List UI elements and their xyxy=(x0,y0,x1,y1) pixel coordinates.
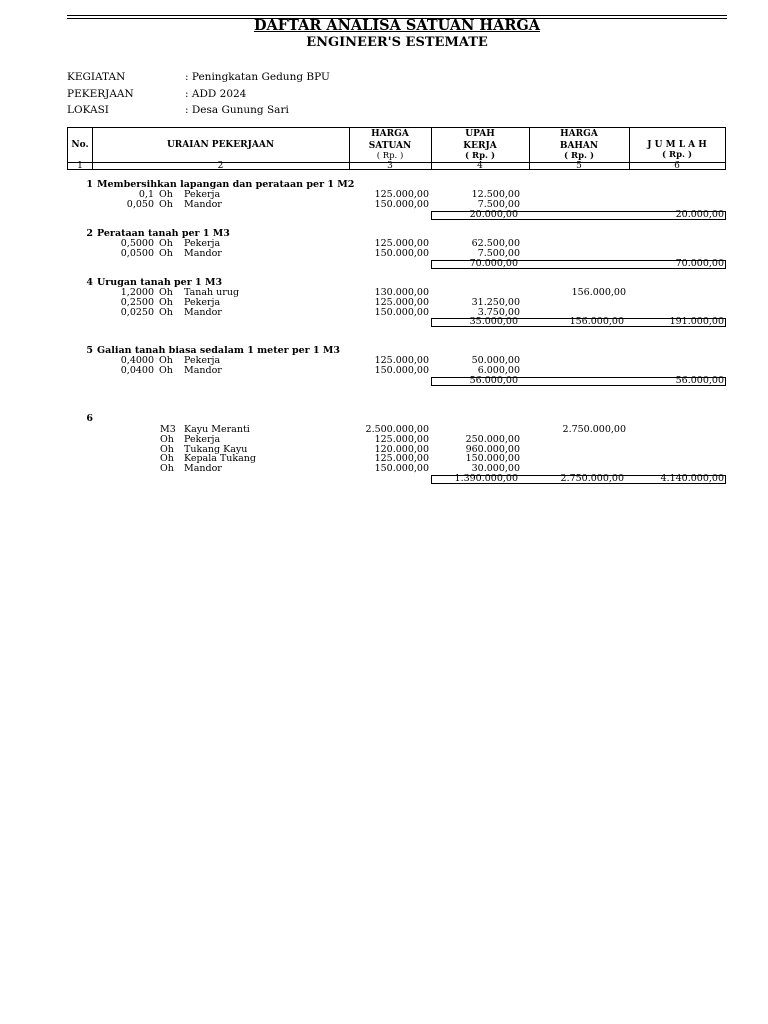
row-unit-price: 120.000,00 xyxy=(374,443,429,455)
row-unit: Oh xyxy=(159,355,173,366)
pekerjaan-label: PEKERJAAN xyxy=(67,88,134,100)
total-jumlah: 4.140.000,00 xyxy=(660,473,724,484)
item-number: 5 xyxy=(86,345,93,356)
row-name: Kepala Tukang xyxy=(184,453,257,465)
row-name: Tanah urug xyxy=(184,287,240,298)
total-jumlah: 56.000,00 xyxy=(675,374,724,386)
row-coefficient: 1,2000 xyxy=(120,287,154,298)
item-total-box xyxy=(431,257,726,269)
row-coefficient: 0,2500 xyxy=(120,296,154,308)
item-total-box xyxy=(431,208,726,220)
row-unit: Oh xyxy=(159,198,173,210)
row-upah: 7.500,00 xyxy=(477,247,520,259)
row-name: Mandor xyxy=(184,306,222,318)
total-bahan: 2.750.000,00 xyxy=(560,473,624,484)
row-unit-price: 150.000,00 xyxy=(374,198,429,210)
item-number: 4 xyxy=(86,277,93,288)
lokasi-value: : Desa Gunung Sari xyxy=(185,104,289,116)
header-jumlah: J U M L A H ( Rp. ) xyxy=(647,140,707,160)
total-upah: 20.000,00 xyxy=(469,208,518,220)
row-name: Mandor xyxy=(184,364,222,376)
row-unit-price: 2.500.000,00 xyxy=(365,424,429,435)
row-unit: Oh xyxy=(160,453,174,465)
total-upah: 56.000,00 xyxy=(469,374,518,386)
row-name: Pekerja xyxy=(184,296,221,308)
row-coefficient: 0,4000 xyxy=(120,355,154,366)
lokasi-label: LOKASI xyxy=(67,104,109,116)
row-unit-price: 125.000,00 xyxy=(374,433,429,445)
row-unit-price: 150.000,00 xyxy=(374,247,429,259)
row-name: Mandor xyxy=(184,463,222,475)
row-unit-price: 125.000,00 xyxy=(374,238,429,249)
row-upah: 3.750,00 xyxy=(477,306,520,318)
row-coefficient: 0,050 xyxy=(126,198,154,210)
row-name: Pekerja xyxy=(184,433,221,445)
header-upah-kerja: UPAH KERJA ( Rp. ) xyxy=(463,129,497,161)
row-coefficient: 0,0400 xyxy=(120,364,154,376)
item-title: Perataan tanah per 1 M3 xyxy=(97,228,230,239)
row-unit: Oh xyxy=(159,306,173,318)
row-name: Kayu Meranti xyxy=(184,424,250,435)
total-jumlah: 70.000,00 xyxy=(675,257,724,269)
row-unit-price: 130.000,00 xyxy=(374,287,429,298)
row-upah: 12.500,00 xyxy=(471,189,520,200)
row-unit: Oh xyxy=(160,443,174,455)
row-coefficient: 0,0500 xyxy=(120,247,154,259)
row-upah: 150.000,00 xyxy=(465,453,520,465)
row-unit: Oh xyxy=(160,463,174,475)
row-unit: Oh xyxy=(160,433,174,445)
row-upah: 62.500,00 xyxy=(471,238,520,249)
row-unit: Oh xyxy=(159,287,173,298)
row-upah: 250.000,00 xyxy=(465,433,520,445)
row-unit-price: 125.000,00 xyxy=(374,296,429,308)
kegiatan-label: KEGIATAN xyxy=(67,71,126,83)
item-number: 6 xyxy=(86,413,93,424)
row-unit: Oh xyxy=(159,296,173,308)
item-title: Galian tanah biasa sedalam 1 meter per 1 M3 xyxy=(97,345,341,356)
row-name: Tukang Kayu xyxy=(184,443,248,455)
table-header xyxy=(67,127,726,170)
row-unit: Oh xyxy=(159,247,173,259)
header-uraian: URAIAN PEKERJAAN xyxy=(166,140,275,150)
row-coefficient: 0,0250 xyxy=(120,306,154,318)
row-unit: Oh xyxy=(159,364,173,376)
row-name: Pekerja xyxy=(184,238,221,249)
total-upah: 1.390.000,00 xyxy=(454,473,518,484)
header-harga-bahan: HARGA BAHAN ( Rp. ) xyxy=(559,129,599,161)
total-jumlah: 20.000,00 xyxy=(675,208,724,220)
row-coefficient: 0,5000 xyxy=(120,238,154,249)
row-unit: Oh xyxy=(159,189,173,200)
row-unit-price: 125.000,00 xyxy=(374,189,429,200)
item-total-box xyxy=(431,374,726,386)
col-num-3: 3 xyxy=(387,161,393,171)
header-harga-satuan: HARGA SATUAN ( Rp. ) xyxy=(368,129,412,161)
col-num-5: 5 xyxy=(576,161,582,171)
col-num-4: 4 xyxy=(477,161,483,171)
item-total-box xyxy=(431,475,726,484)
header-no: No. xyxy=(71,140,89,150)
row-upah: 50.000,00 xyxy=(471,355,520,366)
row-unit: M3 xyxy=(160,424,176,435)
row-name: Pekerja xyxy=(184,355,221,366)
row-unit-price: 150.000,00 xyxy=(374,463,429,475)
row-upah: 960.000,00 xyxy=(465,443,520,455)
col-num-1: 1 xyxy=(77,161,83,171)
row-bahan: 2.750.000,00 xyxy=(562,424,626,435)
col-num-6: 6 xyxy=(674,161,680,171)
item-title: Membersihkan lapangan dan perataan per 1 M2 xyxy=(97,179,355,190)
pekerjaan-value: : ADD 2024 xyxy=(185,88,247,100)
row-name: Mandor xyxy=(184,198,222,210)
top-rule xyxy=(67,15,727,16)
row-bahan: 156.000,00 xyxy=(571,287,626,298)
row-unit-price: 150.000,00 xyxy=(374,364,429,376)
total-upah: 35.000,00 xyxy=(469,316,518,328)
item-number: 2 xyxy=(86,228,93,239)
row-unit-price: 150.000,00 xyxy=(374,306,429,318)
row-upah: 6.000,00 xyxy=(477,364,520,376)
row-unit-price: 125.000,00 xyxy=(374,453,429,465)
total-bahan: 156.000,00 xyxy=(569,316,624,328)
row-name: Mandor xyxy=(184,247,222,259)
item-number: 1 xyxy=(86,179,93,190)
row-unit: Oh xyxy=(159,238,173,249)
row-unit-price: 125.000,00 xyxy=(374,355,429,366)
total-jumlah: 191.000,00 xyxy=(669,316,724,328)
kegiatan-value: : Peningkatan Gedung BPU xyxy=(185,71,330,83)
item-total-box xyxy=(431,318,726,327)
document-subtitle: ENGINEER'S ESTEMATE xyxy=(306,35,488,50)
row-name: Pekerja xyxy=(184,189,221,200)
total-upah: 70.000,00 xyxy=(469,257,518,269)
row-coefficient: 0,1 xyxy=(138,189,154,200)
document-title: DAFTAR ANALISA SATUAN HARGA xyxy=(253,17,541,34)
item-title: Urugan tanah per 1 M3 xyxy=(97,277,223,288)
row-upah: 31.250,00 xyxy=(471,296,520,308)
col-num-2: 2 xyxy=(217,161,224,171)
row-upah: 30.000,00 xyxy=(471,463,520,475)
row-upah: 7.500,00 xyxy=(477,198,520,210)
